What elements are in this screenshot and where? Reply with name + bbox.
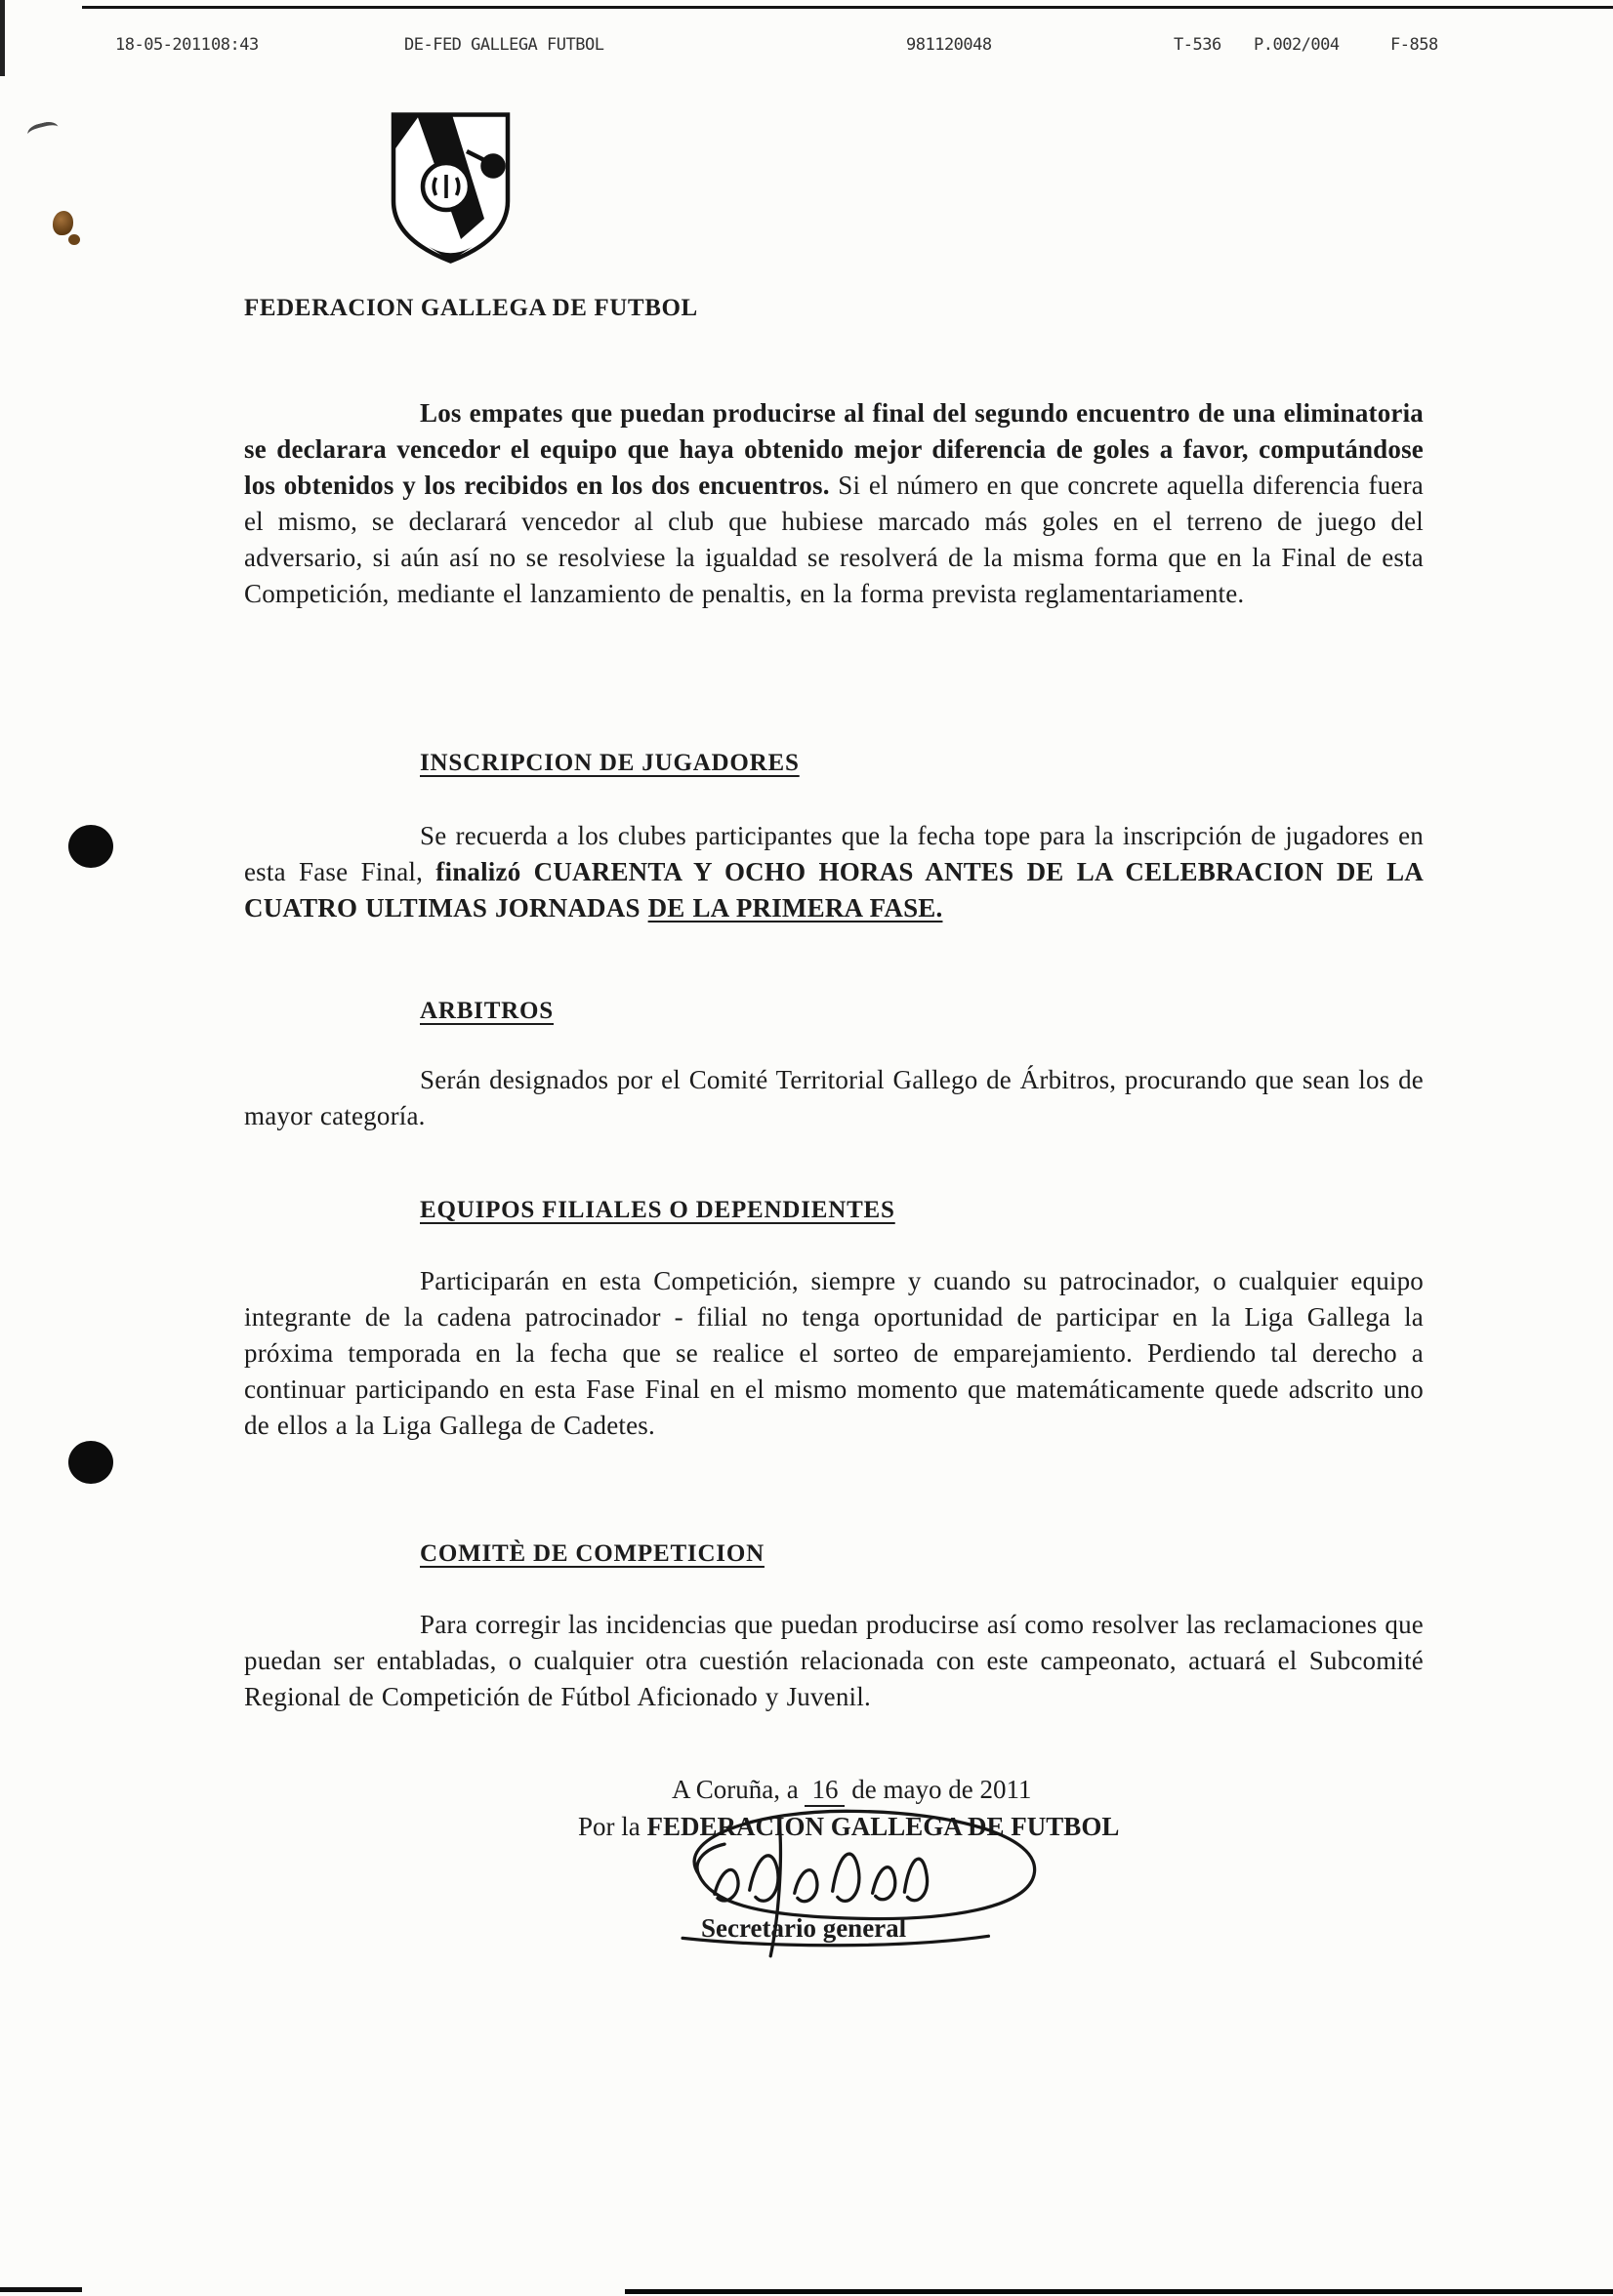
signatory-title: Secretario general xyxy=(701,1913,907,1943)
place-date-rest: de mayo de 2011 xyxy=(851,1775,1032,1804)
scan-edge-artifact-bottom-left xyxy=(0,2287,82,2292)
date-day: 16 xyxy=(805,1775,845,1807)
por-la-line xyxy=(578,1812,1119,1842)
intro-paragraph xyxy=(244,395,1424,612)
hole-punch-mark-bottom xyxy=(68,1441,113,1484)
section-heading-comite: COMITÈ DE COMPETICION xyxy=(420,1540,765,1567)
letterhead-org-name: FEDERACION GALLEGA DE FUTBOL xyxy=(244,295,698,321)
por-la-org-name: FEDERACION GALLEGA DE FUTBOL xyxy=(646,1812,1120,1841)
hole-punch-mark-top xyxy=(68,825,113,868)
intro-run-regular: Si el número en que concrete aquella diferencia fuera el mismo, se declarará vencedor al club que hubiese marcado más goles en el terreno de juego del adversario, si aún así no se resolviese la igualdad se resolverá de la misma forma que en la Final de esta Competición, mediante el lanzamiento de penaltis, en la forma prevista reglamentariamente. xyxy=(244,471,1424,608)
inscripcion-run-bold: finalizó CUARENTA Y OCHO HORAS ANTES DE LA CELEBRACION DE LA CUATRO ULTIMAS JORNADAS xyxy=(244,857,1424,922)
scan-edge-artifact-top xyxy=(82,6,1613,9)
por-la-prefix: Por la xyxy=(578,1812,641,1841)
inscripcion-paragraph xyxy=(244,818,1424,926)
fax-number: 981120048 xyxy=(906,35,992,55)
fax-transmission-code: T-536 xyxy=(1174,35,1221,55)
pen-smudge-mark xyxy=(26,119,61,142)
inscripcion-run-regular: Se recuerda a los clubes participantes que la fecha tope para la inscripción de jugadores en esta Fase Final, xyxy=(244,821,1424,886)
comite-paragraph: Para corregir las incidencias que puedan producirse así como resolver las reclamaciones que puedan ser entabladas, o cualquier otra cuestión relacionada con este campeonato, actuará el Subcomité Regional de Competición de Fútbol Aficionado y Juvenil. xyxy=(244,1610,1424,1711)
section-heading-equipos: EQUIPOS FILIALES O DEPENDIENTES xyxy=(420,1197,895,1223)
equipos-paragraph: Participarán en esta Competición, siempre y cuando su patrocinador, o cualquier equipo integrante de la cadena patrocinador - filial no tenga oportunidad de participar en la Liga Gallega la próxima temporada en la fecha que se realice el sorteo de emparejamiento. Perdiendo tal derecho a continuar participando en esta Fase Final en el mismo momento que matemáticamente quede adscrito uno de ellos a la Liga Gallega de Cadetes. xyxy=(244,1266,1424,1440)
fax-time: 08:43 xyxy=(211,35,259,55)
ink-stain-small xyxy=(68,234,80,245)
fax-page-indicator: P.002/004 xyxy=(1254,35,1340,55)
section-heading-inscripcion: INSCRIPCION DE JUGADORES xyxy=(420,750,800,776)
place-date-prefix: A Coruña, a xyxy=(672,1775,799,1804)
section-heading-arbitros: ARBITROS xyxy=(420,998,554,1024)
fax-reference-code: F-858 xyxy=(1390,35,1438,55)
scan-edge-artifact-bottom xyxy=(625,2289,1613,2294)
inscripcion-run-bold-underline: DE LA PRIMERA FASE. xyxy=(647,893,943,922)
ink-stain-large xyxy=(53,211,73,235)
federation-crest-icon xyxy=(385,107,517,268)
intro-run-bold: Los empates que puedan producirse al final del segundo encuentro de una eliminatoria se declarara vencedor el equipo que haya obtenido mejor diferencia de goles a favor, computándose los obtenidos y los recibidos en los dos encuentros. xyxy=(244,398,1424,500)
fax-transmission-header xyxy=(0,35,1613,61)
place-date-line xyxy=(672,1775,1031,1805)
fax-date: 18-05-2011 xyxy=(115,35,211,55)
fax-sender: DE-FED GALLEGA FUTBOL xyxy=(404,35,604,55)
arbitros-paragraph: Serán designados por el Comité Territorial Gallego de Árbitros, procurando que sean los de mayor categoría. xyxy=(244,1065,1424,1130)
